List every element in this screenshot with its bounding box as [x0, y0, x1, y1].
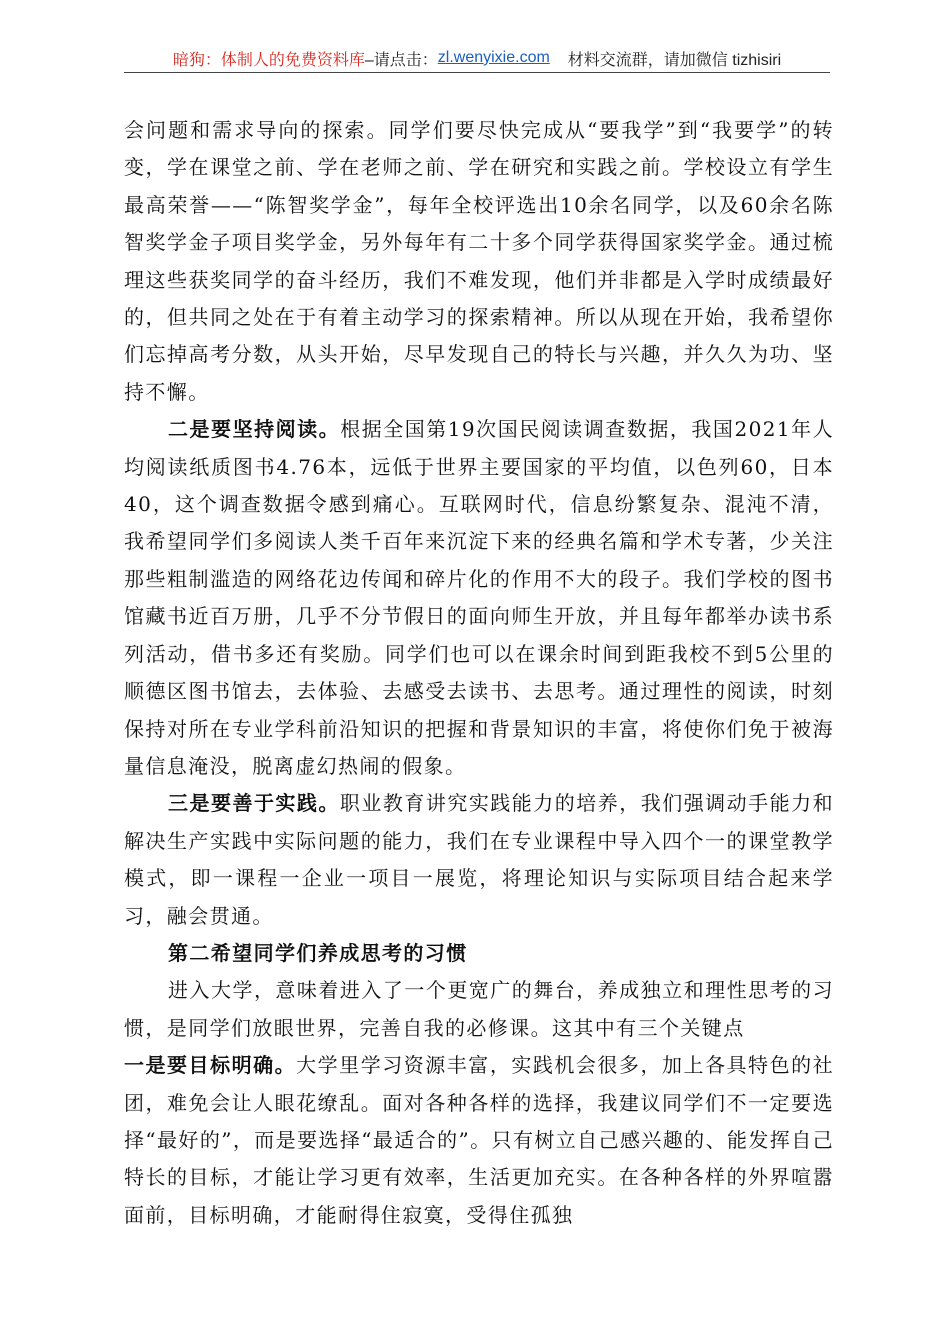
goals-lead: 一是要目标明确。	[124, 1053, 297, 1078]
practice-lead: 三是要善于实践。	[168, 791, 340, 816]
section-heading: 第二希望同学们养成思考的习惯	[168, 940, 468, 965]
reading-text: 根据全国第19次国民阅读调查数据，我国2021年人均阅读纸质图书4.76本，远低于世界主要国家的平均值，以色列60，日本40，这个调查数据令感到痛心。互联网时代，信息纷繁复杂、混沌不清，我希望同学们多阅读人类千百年来沉淀下来的经典名篇和学术专著，少关注那些粗制滥造的网络花边传闻和碎片化的作用不大的段子。我们学校的图书馆藏书近百万册，几乎不分节假日的面向师生开放，并且每年都举办读书系列活动，借书多还有奖励。同学们也可以在课余时间到距我校不到5公里的顺德区图书馆去，去体验、去感受去读书、去思考。通过理性的阅读，时刻保持对所在专业学科前沿知识的把握和背景知识的丰富，将使你们免于被海量信息淹没，脱离虚幻热闹的假象。	[124, 417, 834, 778]
header-contact: 材料交流群，请加微信 tizhisiri	[567, 51, 782, 69]
page-header	[124, 46, 830, 70]
paragraph-thinking-intro: 进入大学，意味着进入了一个更宽广的舞台，养成独立和理性思考的习惯，是同学们放眼世界，完善自我的必修课。这其中有三个关键点	[124, 978, 834, 1040]
practice-text: 职业教育讲究实践能力的培养，我们强调动手能力和解决生产实践中实际问题的能力，我们在专业课程中导入四个一的课堂教学模式，即一课程一企业一项目一展览，将理论知识与实际项目结合起来学习，融会贯通。	[124, 791, 835, 928]
header-url-link[interactable]: zl.wenyixie.com	[437, 49, 550, 66]
paragraph-practice	[124, 785, 834, 935]
header-prompt: –请点击：	[364, 51, 438, 69]
paragraph-continuation: 会问题和需求导向的探索。同学们要尽快完成从“要我学”到“我要学”的转变，学在课堂之前、学在老师之前、学在研究和实践之前。学校设立有学生最高荣誉——“陈智奖学金”，每年全校评选出10余名同学，以及60余名陈智奖学金子项目奖学金，另外每年有二十多个同学获得国家奖学金。通过梳理这些获奖同学的奋斗经历，我们不难发现，他们并非都是入学时成绩最好的，但共同之处在于有着主动学习的探索精神。所以从现在开始，我希望你们忘掉高考分数，从头开始，尽早发现自己的特长与兴趣，并久久为功、坚持不懈。	[124, 118, 834, 404]
header-site-name: 暗狗：体制人的免费资料库	[172, 51, 365, 69]
paragraph-goals	[124, 1047, 834, 1234]
document-body	[124, 112, 834, 1234]
paragraph-reading	[124, 411, 834, 785]
goals-text: 大学里学习资源丰富，实践机会很多，加上各具特色的社团，难免会让人眼花缭乱。面对各种各样的选择，我建议同学们不一定要选择“最好的”，而是要选择“最适合的”。只有树立自己感兴趣的、能发挥自己特长的目标，才能让学习更有效率，生活更加充实。在各种各样的外界喧嚣面前，目标明确，才能耐得住寂寞，受得住孤独	[124, 1053, 835, 1227]
reading-lead: 二是要坚持阅读。	[168, 417, 341, 442]
header-divider	[124, 72, 830, 73]
